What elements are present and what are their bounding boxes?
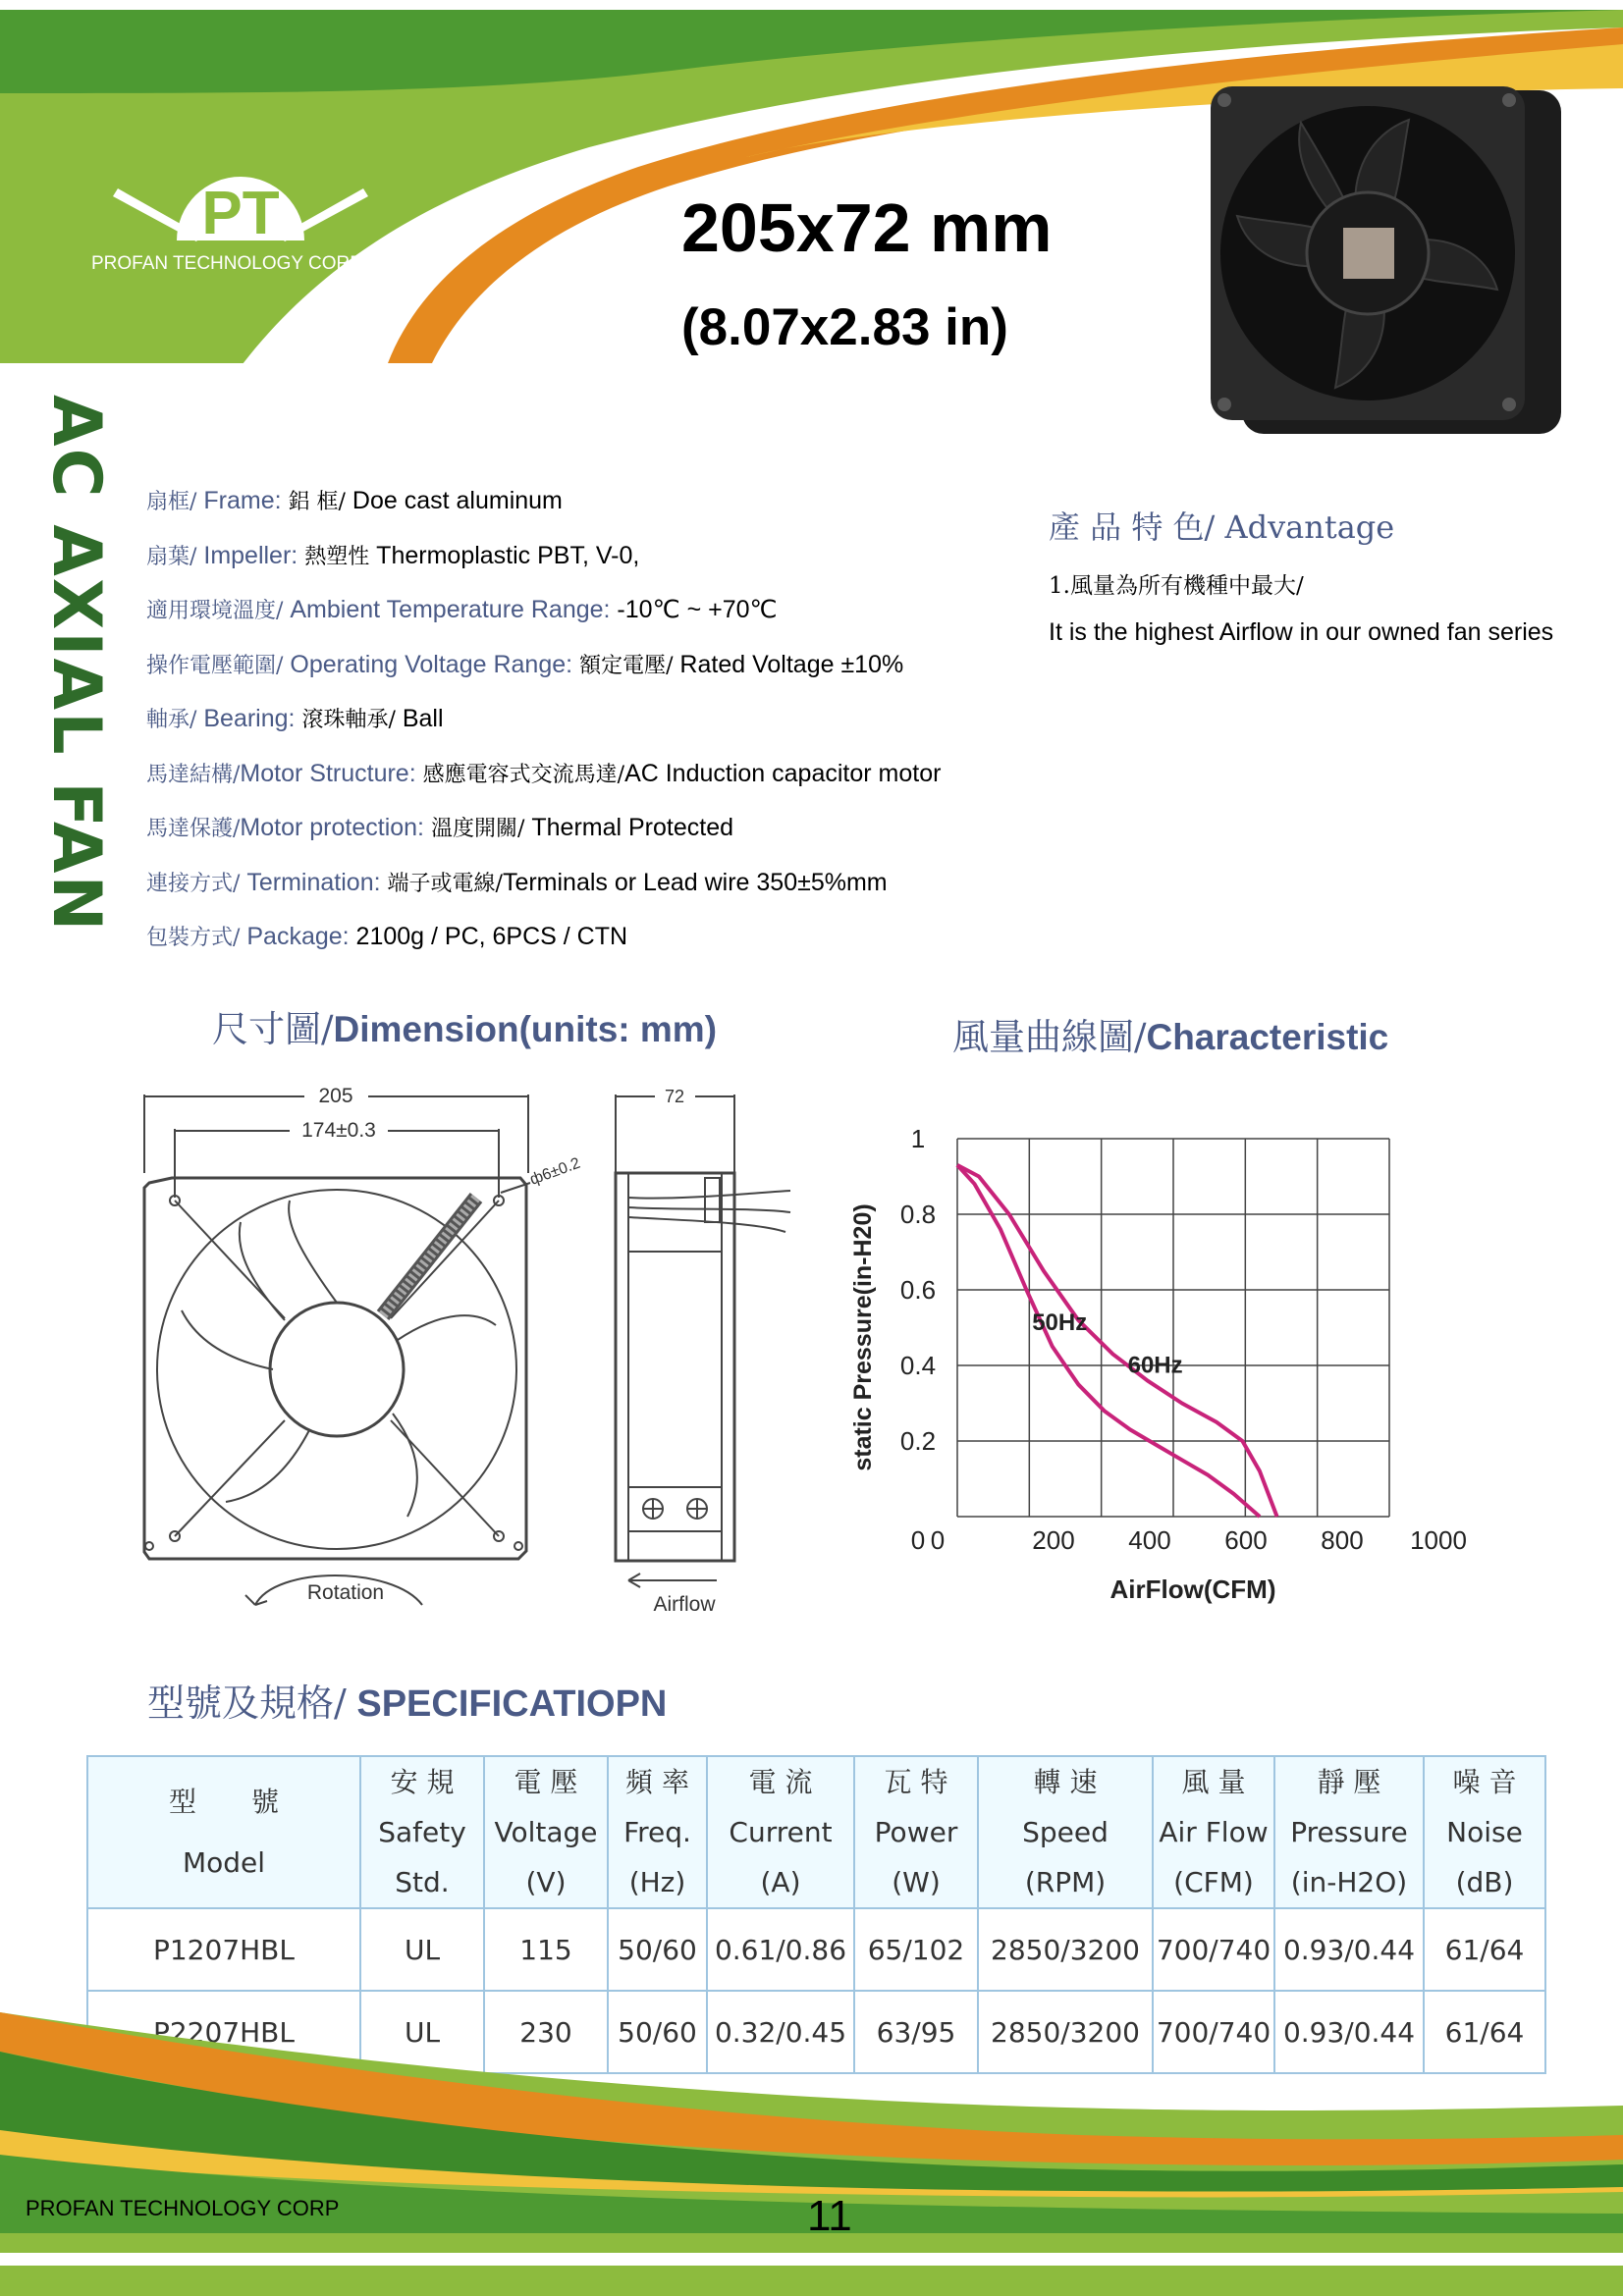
col-header-noise bbox=[1424, 1756, 1545, 1908]
spec-label: 操作電壓範圍/ bbox=[146, 653, 284, 678]
rotation-label: Rotation bbox=[306, 1581, 385, 1604]
col-header-zh: 瓦 特 bbox=[884, 1766, 948, 1798]
col-header-zh: 頻 率 bbox=[625, 1766, 689, 1798]
airflow-label: Airflow bbox=[653, 1593, 716, 1616]
col-header-voltage bbox=[484, 1756, 608, 1908]
spec-value-zh: 鋁 框/ bbox=[281, 490, 346, 514]
col-header-en: Safety bbox=[378, 1816, 466, 1848]
cell-voltage: 230 bbox=[484, 1991, 608, 2073]
col-header-unit: Std. bbox=[395, 1866, 450, 1898]
spec-value: 2100g / PC, 6PCS / CTN bbox=[349, 923, 628, 950]
series-line-60Hz bbox=[957, 1165, 1277, 1517]
cell-freq: 50/60 bbox=[608, 1908, 707, 1991]
col-header-unit: (A) bbox=[760, 1866, 801, 1898]
col-header-model-zh: 型 號 bbox=[168, 1785, 279, 1818]
col-header-power bbox=[854, 1756, 978, 1908]
x-tick-label: 0 bbox=[930, 1525, 946, 1555]
col-header-airflow bbox=[1153, 1756, 1274, 1908]
spec-row-voltage bbox=[146, 647, 1069, 702]
spec-table-header-row bbox=[87, 1756, 1545, 1908]
col-header-en: Voltage bbox=[494, 1816, 598, 1848]
dimension-title bbox=[212, 999, 717, 1052]
spec-value: Ball bbox=[395, 705, 444, 732]
col-header-unit: (V) bbox=[525, 1866, 567, 1898]
dimension-drawing bbox=[128, 1075, 835, 1625]
col-header-en: Speed bbox=[1022, 1816, 1109, 1848]
y-axis-label: static Pressure(in-H20) bbox=[849, 1203, 877, 1471]
spec-value-zh: 溫度開關/ bbox=[424, 817, 525, 841]
dim-depth-label: 72 bbox=[664, 1087, 685, 1106]
table-row bbox=[87, 1908, 1545, 1991]
spec-value-zh: 額定電壓/ bbox=[572, 653, 674, 678]
dim-width-label: 205 bbox=[318, 1085, 353, 1107]
characteristic-title-en: Characteristic bbox=[1146, 1017, 1389, 1057]
dimension-title-zh: 尺寸圖/ bbox=[212, 1008, 334, 1050]
dimension-title-en: Dimension(units: mm) bbox=[333, 1009, 718, 1049]
spec-row-frame bbox=[146, 483, 1069, 538]
page-number: 11 bbox=[807, 2192, 852, 2240]
spec-label: 扇葉/ bbox=[146, 544, 197, 569]
col-header-unit: (dB) bbox=[1455, 1866, 1514, 1898]
spec-label: 扇框/ bbox=[146, 490, 197, 514]
characteristic-title-zh: 風量曲線圖/ bbox=[952, 1016, 1147, 1058]
spec-label-en: Ambient Temperature Range: bbox=[283, 596, 611, 623]
spec-label: 包裝方式/ bbox=[146, 926, 241, 950]
col-header-safety bbox=[360, 1756, 484, 1908]
advantage-title: 產 品 特 色/ Advantage bbox=[1049, 508, 1395, 546]
cell-voltage: 115 bbox=[484, 1908, 608, 1991]
spec-row-package bbox=[146, 919, 1069, 974]
spec-value-zh: 端子或電線/ bbox=[380, 871, 503, 896]
col-header-zh: 安 規 bbox=[390, 1766, 455, 1798]
advantage-line-en: It is the highest Airflow in our owned fan series bbox=[1049, 618, 1554, 646]
footer-company: PROFAN TECHNOLOGY CORP bbox=[26, 2196, 340, 2220]
spec-label: 連接方式/ bbox=[146, 871, 241, 896]
col-header-unit: (CFM) bbox=[1173, 1866, 1254, 1898]
col-header-freq bbox=[608, 1756, 707, 1908]
x-tick-label: 800 bbox=[1321, 1525, 1364, 1555]
spec-value: AC Induction capacitor motor bbox=[624, 759, 942, 787]
cell-airflow: 700/740 bbox=[1153, 1908, 1274, 1991]
col-header-model bbox=[87, 1756, 360, 1908]
spec-label-en: Motor protection: bbox=[240, 814, 425, 841]
y-tick-label: 0 bbox=[910, 1525, 926, 1555]
series-label: 60Hz bbox=[1127, 1352, 1183, 1379]
spec-value: Terminals or Lead wire 350±5%mm bbox=[502, 868, 888, 896]
cell-pressure: 0.93/0.44 bbox=[1274, 1908, 1424, 1991]
spec-label-en: Termination: bbox=[240, 868, 381, 896]
x-tick-label: 1000 bbox=[1410, 1525, 1467, 1555]
col-header-unit: (in-H2O) bbox=[1290, 1866, 1408, 1898]
cell-current: 0.32/0.45 bbox=[707, 1991, 854, 2073]
dim-hole-spacing-label: 174±0.3 bbox=[301, 1119, 376, 1142]
col-header-en: Noise bbox=[1446, 1816, 1523, 1848]
cell-pressure: 0.93/0.44 bbox=[1274, 1991, 1424, 2073]
spec-label-en: Impeller: bbox=[196, 541, 298, 569]
col-header-speed bbox=[978, 1756, 1153, 1908]
characteristic-title bbox=[952, 1007, 1388, 1060]
cell-safety: UL bbox=[360, 1908, 484, 1991]
col-header-en: Freq. bbox=[623, 1816, 691, 1848]
spec-table-heading-en: SPECIFICATIOPN bbox=[346, 1683, 668, 1725]
cell-model: P2207HBL bbox=[87, 1991, 360, 2073]
spec-value: Rated Voltage ±10% bbox=[673, 650, 904, 678]
spec-value: Doe cast aluminum bbox=[345, 487, 563, 514]
cell-airflow: 700/740 bbox=[1153, 1991, 1274, 2073]
cell-power: 63/95 bbox=[854, 1991, 978, 2073]
spec-label: 適用環境溫度/ bbox=[146, 599, 284, 623]
spec-label: 軸承/ bbox=[146, 708, 197, 732]
y-tick-label: 0.6 bbox=[899, 1275, 937, 1305]
spec-list bbox=[146, 483, 1069, 974]
spec-label: 馬達結構/ bbox=[146, 762, 241, 787]
cell-power: 65/102 bbox=[854, 1908, 978, 1991]
characteristic-chart bbox=[839, 1109, 1556, 1620]
col-header-en: Air Flow bbox=[1159, 1816, 1269, 1848]
company-tag: PROFAN TECHNOLOGY CORP bbox=[91, 253, 362, 274]
x-tick-label: 200 bbox=[1032, 1525, 1075, 1555]
y-tick-label: 1 bbox=[910, 1124, 926, 1153]
spec-table-heading bbox=[147, 1673, 667, 1727]
spec-label-en: Motor Structure: bbox=[240, 759, 416, 787]
col-header-zh: 噪 音 bbox=[1452, 1766, 1517, 1798]
spec-value-zh: 熱塑性 bbox=[298, 544, 370, 569]
spec-row-bearing bbox=[146, 701, 1069, 756]
col-header-current bbox=[707, 1756, 854, 1908]
page-title: 205x72 mm bbox=[681, 189, 1053, 266]
cell-safety: UL bbox=[360, 1991, 484, 2073]
cell-noise: 61/64 bbox=[1424, 1908, 1545, 1991]
spec-row-motor-structure bbox=[146, 756, 1069, 811]
x-tick-label: 400 bbox=[1128, 1525, 1171, 1555]
cell-model: P1207HBL bbox=[87, 1908, 360, 1991]
col-header-zh: 風 量 bbox=[1181, 1766, 1246, 1798]
series-line-50Hz bbox=[957, 1165, 1260, 1517]
advantage-line-zh: 1.風量為所有機種中最大/ bbox=[1049, 573, 1304, 599]
col-header-zh: 靜 壓 bbox=[1317, 1766, 1381, 1798]
spec-value: Thermoplastic PBT, V-0, bbox=[369, 541, 640, 569]
y-tick-label: 0.2 bbox=[899, 1426, 937, 1456]
col-header-zh: 電 流 bbox=[748, 1766, 813, 1798]
y-tick-label: 0.8 bbox=[899, 1200, 937, 1229]
spec-label-en: Frame: bbox=[196, 487, 282, 514]
col-header-unit: (W) bbox=[892, 1866, 941, 1898]
spec-row-impeller bbox=[146, 538, 1069, 593]
cell-noise: 61/64 bbox=[1424, 1991, 1545, 2073]
spec-label: 馬達保護/ bbox=[146, 817, 241, 841]
spec-value-zh: 感應電容式交流馬達/ bbox=[415, 762, 625, 787]
x-tick-label: 600 bbox=[1224, 1525, 1268, 1555]
col-header-en: Power bbox=[874, 1816, 958, 1848]
col-header-model-en: Model bbox=[182, 1845, 266, 1879]
x-axis-label: AirFlow(CFM) bbox=[1109, 1575, 1276, 1604]
spec-label-en: Bearing: bbox=[196, 705, 296, 732]
spec-value: Thermal Protected bbox=[524, 814, 734, 841]
spec-label-en: Package: bbox=[240, 923, 350, 950]
fan-photo bbox=[1203, 79, 1566, 442]
col-header-unit: (Hz) bbox=[628, 1866, 686, 1898]
y-tick-label: 0.4 bbox=[899, 1351, 937, 1380]
spec-label-en: Operating Voltage Range: bbox=[283, 650, 573, 678]
cell-speed: 2850/3200 bbox=[978, 1908, 1153, 1991]
spec-value: -10℃ ~ +70℃ bbox=[610, 596, 778, 623]
spec-table-heading-zh: 型號及規格/ bbox=[147, 1682, 347, 1725]
cell-freq: 50/60 bbox=[608, 1991, 707, 2073]
spec-row-motor-protection bbox=[146, 810, 1069, 865]
col-header-en: Current bbox=[729, 1816, 833, 1848]
spec-value-zh: 滾珠軸承/ bbox=[295, 708, 396, 732]
dim-hole-label: ф6±0.2 bbox=[527, 1154, 583, 1189]
spec-row-temperature bbox=[146, 592, 1069, 647]
footer-banner bbox=[0, 2012, 1623, 2296]
col-header-unit: (RPM) bbox=[1024, 1866, 1107, 1898]
cell-speed: 2850/3200 bbox=[978, 1991, 1153, 2073]
col-header-zh: 轉 速 bbox=[1033, 1766, 1098, 1798]
page-subtitle: (8.07x2.83 in) bbox=[681, 298, 1008, 356]
col-header-pressure bbox=[1274, 1756, 1424, 1908]
col-header-zh: 電 壓 bbox=[514, 1766, 578, 1798]
side-title: AC AXIAL FAN bbox=[37, 395, 115, 934]
company-logo bbox=[108, 137, 373, 245]
spec-row-termination bbox=[146, 865, 1069, 920]
col-header-en: Pressure bbox=[1290, 1816, 1408, 1848]
cell-current: 0.61/0.86 bbox=[707, 1908, 854, 1991]
series-label: 50Hz bbox=[1032, 1308, 1088, 1336]
svg-text:PT: PT bbox=[201, 180, 280, 245]
